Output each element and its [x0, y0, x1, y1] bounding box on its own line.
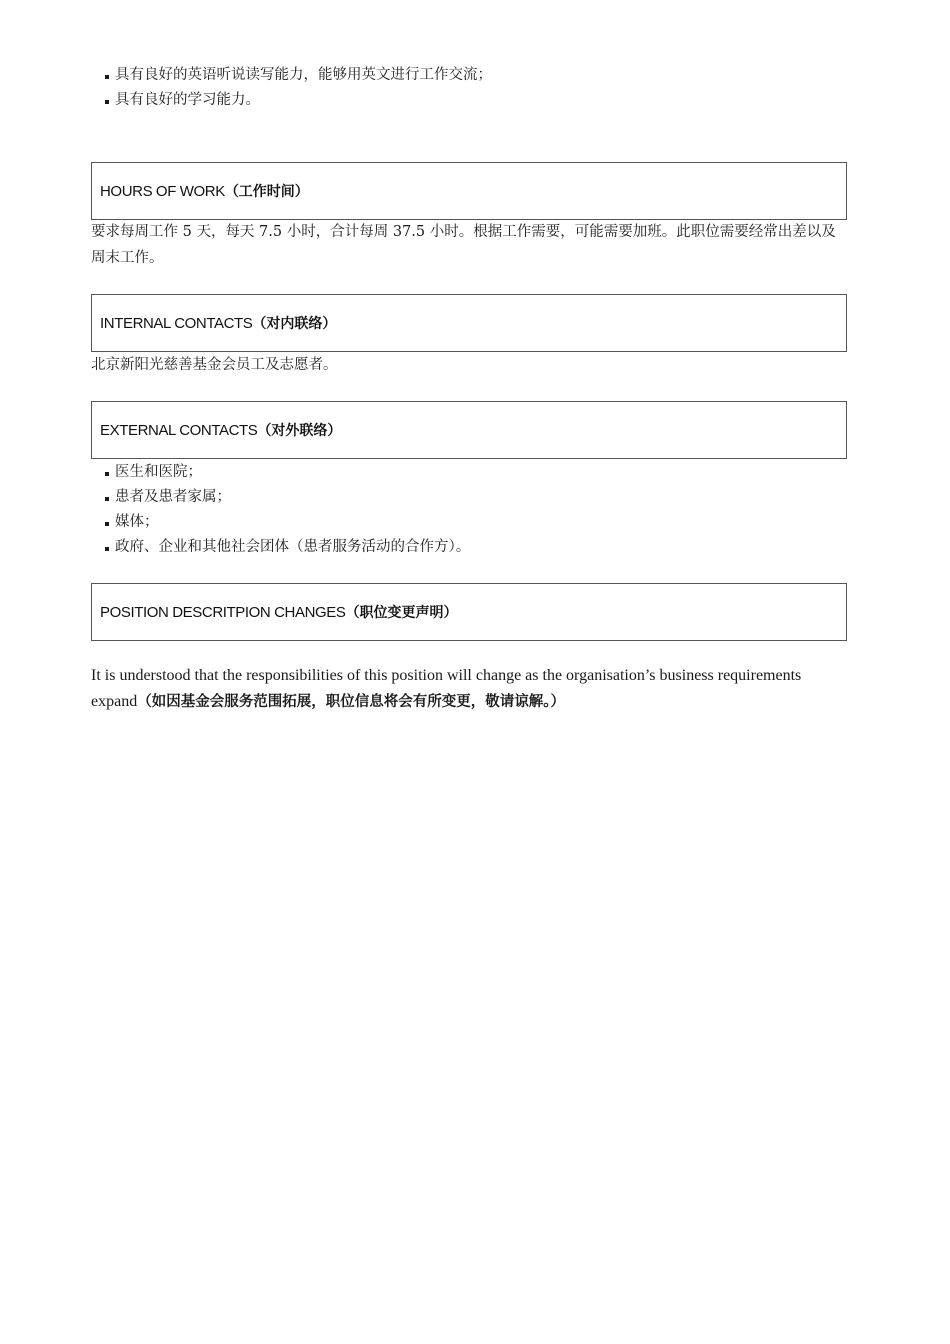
list-item-text: 医生和医院； — [115, 464, 202, 480]
bullet-icon — [105, 100, 109, 104]
heading-en: EXTERNAL CONTACTS — [100, 422, 258, 439]
list-item — [105, 535, 470, 560]
list-item-text: 政府、企业和其他社会团体（患者服务活动的合作方）。 — [115, 539, 471, 555]
section-heading — [100, 313, 336, 333]
list-item-text: 患者及患者家属； — [115, 489, 231, 505]
position-changes-note — [91, 663, 843, 715]
heading-cn: （工作时间） — [224, 184, 309, 200]
section-heading — [100, 420, 341, 440]
section-heading — [100, 602, 458, 622]
bullet-icon — [105, 547, 109, 551]
bullet-icon — [105, 472, 109, 476]
heading-en: POSITION DESCRITPION CHANGES — [100, 604, 346, 621]
list-item — [105, 460, 470, 485]
list-item-text: 媒体； — [115, 514, 159, 530]
list-item — [105, 63, 492, 88]
requirements-list — [91, 63, 492, 113]
heading-cn: （对外联络） — [257, 423, 342, 439]
internal-contacts-header — [91, 294, 847, 352]
list-item — [105, 485, 470, 510]
list-item-text: 具有良好的英语听说读写能力，能够用英文进行工作交流； — [115, 67, 492, 83]
list-item — [105, 510, 470, 535]
hours-of-work-header — [91, 162, 847, 220]
external-contacts-list — [91, 460, 470, 560]
hours-of-work-body: 要求每周工作 5 天，每天 7.5 小时，合计每周 37.5 小时。根据工作需要，可能需要加班。此职位需要经常出差以及周末工作。 — [91, 224, 836, 266]
note-cn: （如因基金会服务范围拓展，职位信息将会有所变更，敬请谅解。） — [137, 694, 565, 710]
list-item-text: 具有良好的学习能力。 — [115, 92, 260, 108]
list-item — [105, 88, 492, 113]
internal-contacts-body: 北京新阳光慈善基金会员工及志愿者。 — [91, 357, 338, 373]
section-heading — [100, 181, 309, 201]
bullet-icon — [105, 497, 109, 501]
heading-en: HOURS OF WORK — [100, 183, 225, 200]
heading-cn: （对内联络） — [252, 316, 337, 332]
heading-cn: （职位变更声明） — [345, 605, 458, 621]
heading-en: INTERNAL CONTACTS — [100, 315, 253, 332]
bullet-icon — [105, 522, 109, 526]
external-contacts-header — [91, 401, 847, 459]
position-changes-header — [91, 583, 847, 641]
note-en: It is understood that the responsibilities of this position will change as the organisation’s business requirements expand — [91, 667, 802, 710]
bullet-icon — [105, 75, 109, 79]
